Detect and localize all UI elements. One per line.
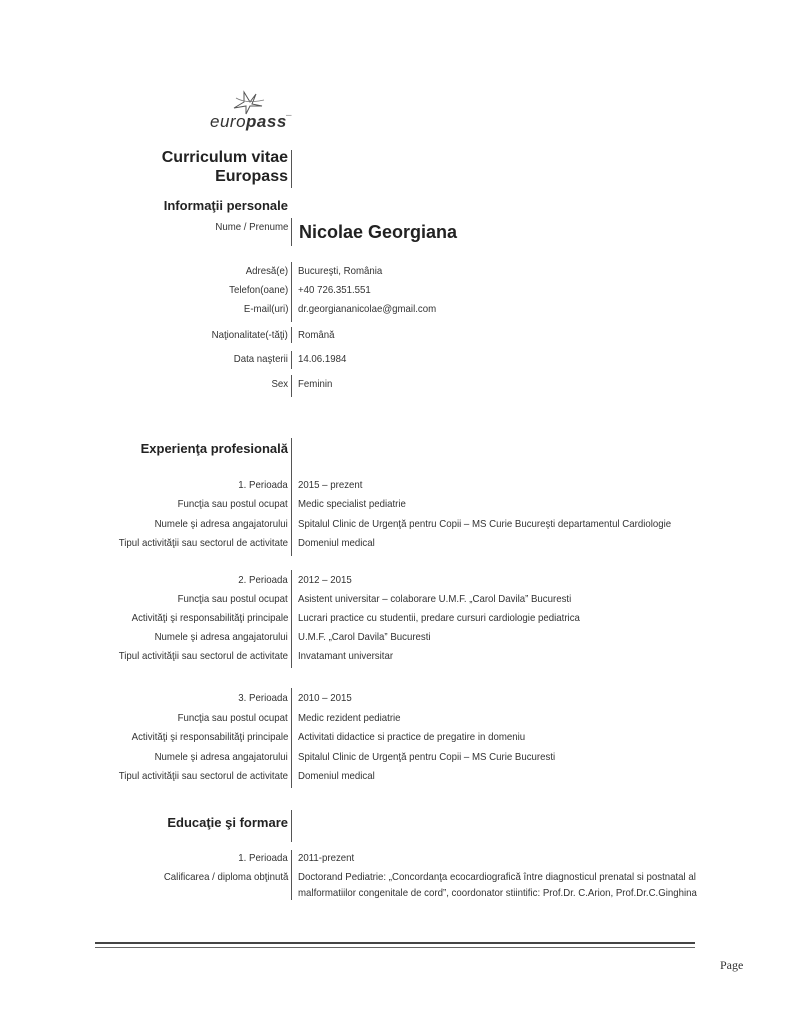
experience-1-row-value: Spitalul Clinic de Urgenţă pentru Copii – MS Curie Bucureşti departamentul Cardiologie <box>298 518 672 530</box>
experience-1-period-value: 2015 – prezent <box>298 479 363 491</box>
person-name: Nicolae Georgiana <box>299 222 458 242</box>
experience-3-row-label: Activităţi şi responsabilităţi principale <box>131 731 288 743</box>
experience-1-row-label: Numele şi adresa angajatorului <box>154 518 288 530</box>
experience-separator-2 <box>291 570 292 668</box>
experience-3-period-value: 2010 – 2015 <box>298 692 352 704</box>
experience-2-row-value: Asistent universitar – colaborare U.M.F. „Carol Davila” Bucuresti <box>298 593 572 605</box>
experience-3-row-value: Medic rezident pediatrie <box>298 712 401 724</box>
experience-3-row-value: Activitati didactice si practice de pregatire in domeniu <box>298 731 526 743</box>
phone-label: Telefon(oane) <box>228 284 288 296</box>
experience-1-row-value: Domeniul medical <box>298 537 375 549</box>
experience-2-row-label: Funcţia sau postul ocupat <box>177 593 288 605</box>
experience-3-row-label: Funcţia sau postul ocupat <box>177 712 288 724</box>
experience-2-row-value: Invatamant universitar <box>298 650 394 662</box>
nationality-label: Naţionalitate(-tăţi) <box>211 329 288 341</box>
experience-2-period-label: 2. Perioada <box>238 574 288 586</box>
cv-title: Curriculum vitae Europass <box>161 149 288 185</box>
experience-2-row-value: U.M.F. „Carol Davila” Bucuresti <box>298 631 431 643</box>
experience-1-period-label: 1. Perioada <box>238 479 288 491</box>
education-separator <box>291 810 292 842</box>
experience-heading: Experienţa profesională <box>140 441 288 456</box>
email-value: dr.georgiananicolae@gmail.com <box>298 303 437 315</box>
experience-2-row-label: Activităţi şi responsabilităţi principale <box>131 612 288 624</box>
education-period-label: 1. Perioada <box>238 852 288 864</box>
experience-2-row-value: Lucrari practice cu studentii, predare cursuri cardiologie pediatrica <box>298 612 580 624</box>
experience-1-row-label: Tipul activităţii sau sectorul de activitate <box>118 537 288 549</box>
europass-logo <box>206 88 306 138</box>
sex-separator <box>291 375 292 397</box>
logo-dash: – <box>286 110 292 121</box>
address-value: Bucureşti, România <box>298 265 383 277</box>
education-separator-2 <box>291 850 292 900</box>
qualification-line-1: Doctorand Pediatrie: „Concordanţa ecocardiografică între diagnosticul prenatal si postnatal al <box>298 871 696 883</box>
nationality-separator <box>291 327 292 343</box>
footer-rule-bottom <box>95 947 695 948</box>
birth-separator <box>291 351 292 369</box>
experience-3-row-value: Domeniul medical <box>298 770 375 782</box>
personal-info-heading: Informaţii personale <box>163 198 288 213</box>
experience-2-period-value: 2012 – 2015 <box>298 574 352 586</box>
qualification-line-2: malformatiilor congenitale de cord”, coordonator stiintific: Prof.Dr. C.Arion, Prof.Dr.C.Ginghina <box>298 887 697 899</box>
experience-3-row-value: Spitalul Clinic de Urgenţă pentru Copii – MS Curie Bucuresti <box>298 751 556 763</box>
title-separator <box>291 150 292 188</box>
experience-2-row-label: Tipul activităţii sau sectorul de activitate <box>118 650 288 662</box>
name-separator <box>291 218 292 246</box>
experience-separator-3 <box>291 688 292 788</box>
europass-logo-text: europass <box>210 112 287 131</box>
experience-separator-1 <box>291 438 292 556</box>
experience-2-row-label: Numele şi adresa angajatorului <box>154 631 288 643</box>
experience-1-row-value: Medic specialist pediatrie <box>298 498 406 510</box>
phone-value: +40 726.351.551 <box>298 284 371 296</box>
contact-separator <box>291 262 292 322</box>
nationality-value: Română <box>298 329 335 341</box>
page-label: Page <box>720 958 744 972</box>
education-heading: Educaţie şi formare <box>167 815 288 830</box>
birth-label: Data naşterii <box>233 353 288 365</box>
experience-1-row-label: Funcţia sau postul ocupat <box>177 498 288 510</box>
birth-value: 14.06.1984 <box>298 353 347 365</box>
sex-label: Sex <box>271 378 288 390</box>
name-label: Nume / Prenume <box>214 221 288 233</box>
address-label: Adresă(e) <box>245 265 288 277</box>
sex-value: Feminin <box>298 378 333 390</box>
email-label: E-mail(uri) <box>243 303 288 315</box>
experience-3-row-label: Tipul activităţii sau sectorul de activitate <box>118 770 288 782</box>
footer-rule-top <box>95 942 695 944</box>
experience-3-row-label: Numele şi adresa angajatorului <box>154 751 288 763</box>
experience-3-period-label: 3. Perioada <box>238 692 288 704</box>
education-period-value: 2011-prezent <box>298 852 355 864</box>
qualification-label: Calificarea / diploma obţinută <box>163 871 288 883</box>
